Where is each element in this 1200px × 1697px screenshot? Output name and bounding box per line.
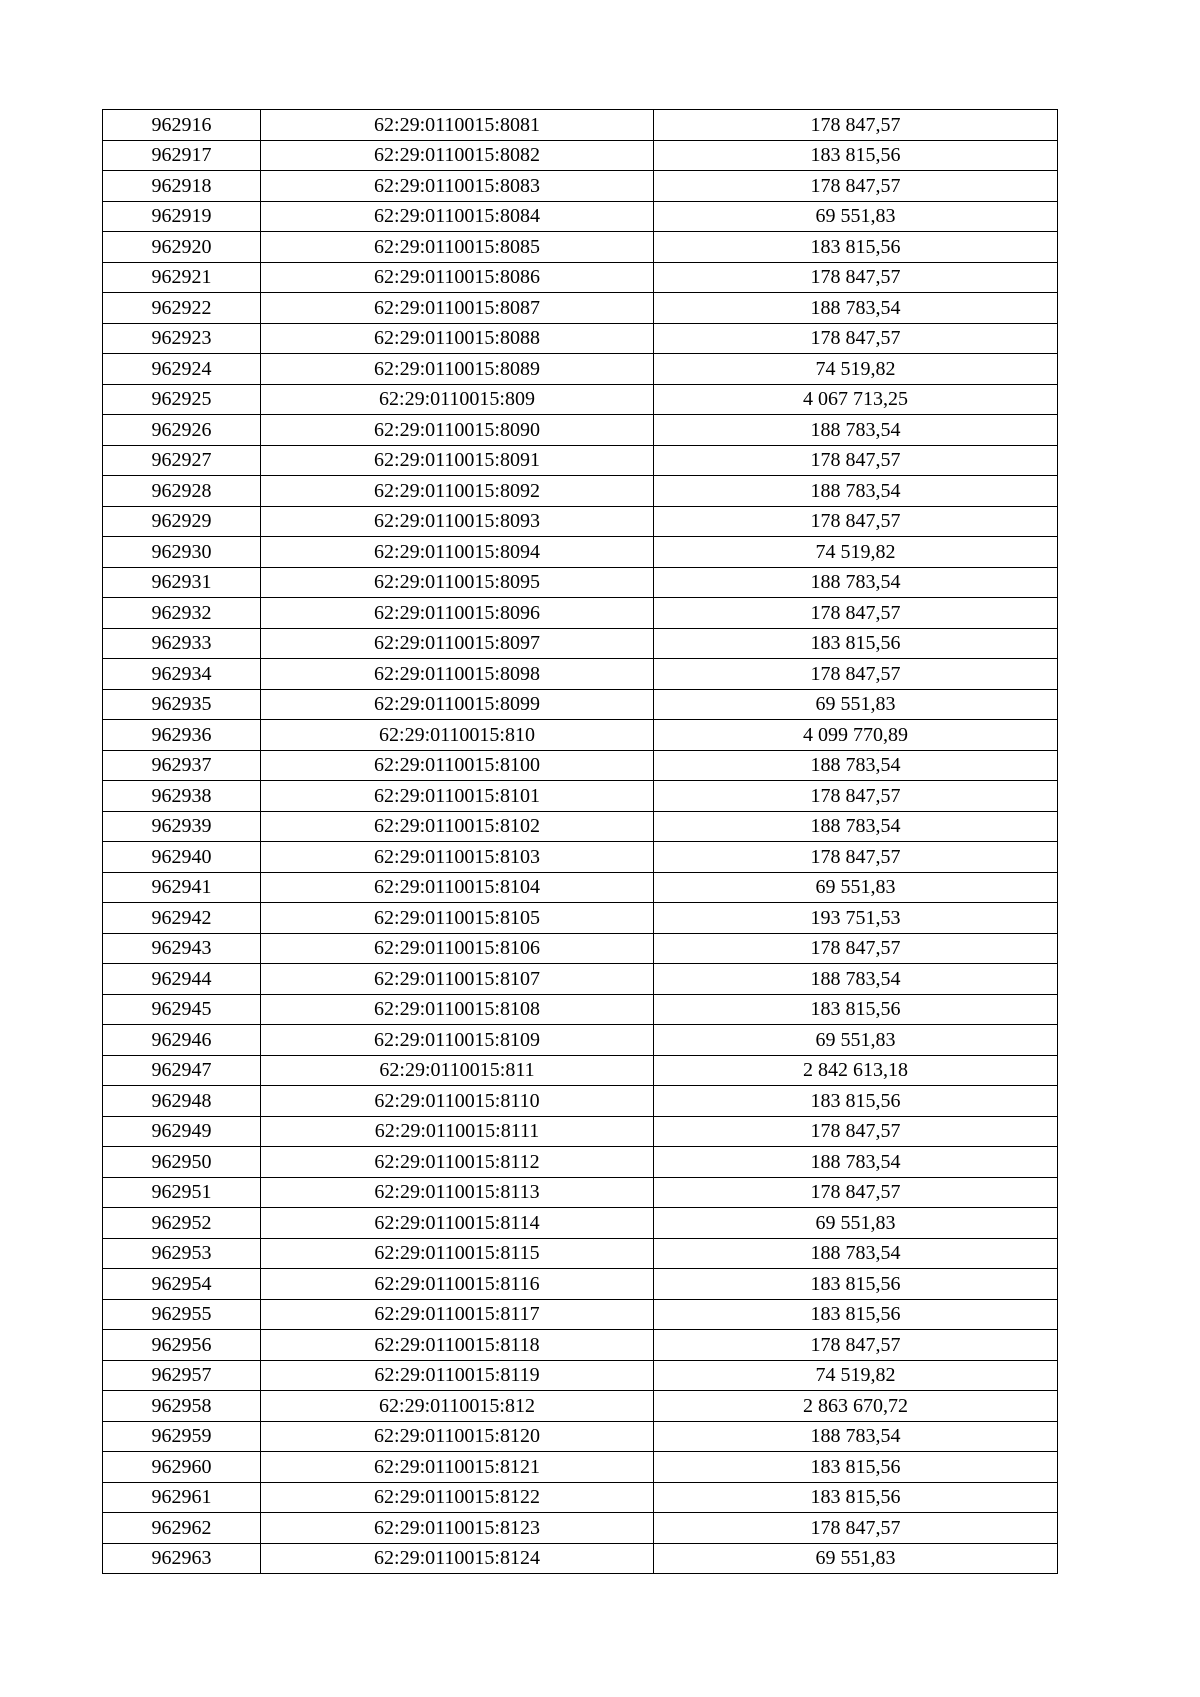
cadastral-value-cell: 178 847,57 <box>654 506 1058 537</box>
table-row <box>103 1360 1058 1391</box>
cadastral-value-cell: 183 815,56 <box>654 232 1058 263</box>
cadastral-number-cell: 62:29:0110015:8085 <box>261 232 654 263</box>
cadastral-number-cell: 62:29:0110015:8112 <box>261 1147 654 1178</box>
row-number-cell: 962929 <box>103 506 261 537</box>
cadastral-value-cell: 183 815,56 <box>654 628 1058 659</box>
cadastral-value-cell: 4 099 770,89 <box>654 720 1058 751</box>
cadastral-number-cell: 62:29:0110015:8114 <box>261 1208 654 1239</box>
row-number-cell: 962918 <box>103 171 261 202</box>
row-number-cell: 962938 <box>103 781 261 812</box>
cadastral-value-cell: 178 847,57 <box>654 262 1058 293</box>
row-number-cell: 962948 <box>103 1086 261 1117</box>
row-number-cell: 962959 <box>103 1421 261 1452</box>
cadastral-value-cell: 178 847,57 <box>654 1330 1058 1361</box>
cadastral-number-cell: 62:29:0110015:8116 <box>261 1269 654 1300</box>
cadastral-value-cell: 2 842 613,18 <box>654 1055 1058 1086</box>
cadastral-number-cell: 62:29:0110015:8124 <box>261 1543 654 1574</box>
table-row <box>103 1391 1058 1422</box>
cadastral-number-cell: 62:29:0110015:8094 <box>261 537 654 568</box>
table-row <box>103 903 1058 934</box>
cadastral-value-cell: 178 847,57 <box>654 598 1058 629</box>
cadastral-number-cell: 62:29:0110015:8098 <box>261 659 654 690</box>
row-number-cell: 962935 <box>103 689 261 720</box>
cadastral-value-cell: 2 863 670,72 <box>654 1391 1058 1422</box>
cadastral-value-cell: 178 847,57 <box>654 933 1058 964</box>
cadastral-value-cell: 69 551,83 <box>654 1208 1058 1239</box>
cadastral-number-cell: 62:29:0110015:8119 <box>261 1360 654 1391</box>
table-row <box>103 1543 1058 1574</box>
row-number-cell: 962952 <box>103 1208 261 1239</box>
cadastral-value-cell: 69 551,83 <box>654 872 1058 903</box>
cadastral-number-cell: 62:29:0110015:8097 <box>261 628 654 659</box>
row-number-cell: 962925 <box>103 384 261 415</box>
cadastral-value-cell: 183 815,56 <box>654 994 1058 1025</box>
cadastral-value-cell: 178 847,57 <box>654 110 1058 141</box>
table-row <box>103 384 1058 415</box>
cadastral-value-cell: 74 519,82 <box>654 1360 1058 1391</box>
table-row <box>103 872 1058 903</box>
cadastral-number-cell: 62:29:0110015:810 <box>261 720 654 751</box>
row-number-cell: 962943 <box>103 933 261 964</box>
row-number-cell: 962953 <box>103 1238 261 1269</box>
cadastral-number-cell: 62:29:0110015:8115 <box>261 1238 654 1269</box>
row-number-cell: 962920 <box>103 232 261 263</box>
row-number-cell: 962919 <box>103 201 261 232</box>
cadastral-value-cell: 74 519,82 <box>654 537 1058 568</box>
cadastral-number-cell: 62:29:0110015:8081 <box>261 110 654 141</box>
cadastral-value-cell: 188 783,54 <box>654 750 1058 781</box>
table-row <box>103 1086 1058 1117</box>
row-number-cell: 962930 <box>103 537 261 568</box>
table-row <box>103 781 1058 812</box>
row-number-cell: 962916 <box>103 110 261 141</box>
table-row <box>103 476 1058 507</box>
table-row <box>103 567 1058 598</box>
cadastral-number-cell: 62:29:0110015:811 <box>261 1055 654 1086</box>
cadastral-value-cell: 178 847,57 <box>654 842 1058 873</box>
cadastral-value-cell: 183 815,56 <box>654 1269 1058 1300</box>
cadastral-number-cell: 62:29:0110015:8084 <box>261 201 654 232</box>
cadastral-number-cell: 62:29:0110015:8108 <box>261 994 654 1025</box>
table-row <box>103 1269 1058 1300</box>
row-number-cell: 962934 <box>103 659 261 690</box>
cadastral-value-table <box>102 109 1058 1574</box>
cadastral-number-cell: 62:29:0110015:8104 <box>261 872 654 903</box>
cadastral-number-cell: 62:29:0110015:8120 <box>261 1421 654 1452</box>
cadastral-number-cell: 62:29:0110015:8082 <box>261 140 654 171</box>
table-row <box>103 506 1058 537</box>
cadastral-value-cell: 188 783,54 <box>654 1421 1058 1452</box>
cadastral-number-cell: 62:29:0110015:8109 <box>261 1025 654 1056</box>
cadastral-number-cell: 62:29:0110015:8117 <box>261 1299 654 1330</box>
table-row <box>103 811 1058 842</box>
row-number-cell: 962954 <box>103 1269 261 1300</box>
cadastral-value-cell: 183 815,56 <box>654 1452 1058 1483</box>
cadastral-value-cell: 188 783,54 <box>654 1238 1058 1269</box>
cadastral-value-cell: 4 067 713,25 <box>654 384 1058 415</box>
table-row <box>103 1421 1058 1452</box>
table-row <box>103 293 1058 324</box>
cadastral-number-cell: 62:29:0110015:8089 <box>261 354 654 385</box>
row-number-cell: 962957 <box>103 1360 261 1391</box>
cadastral-number-cell: 62:29:0110015:8103 <box>261 842 654 873</box>
cadastral-value-cell: 183 815,56 <box>654 1482 1058 1513</box>
cadastral-number-cell: 62:29:0110015:8086 <box>261 262 654 293</box>
cadastral-number-cell: 62:29:0110015:8105 <box>261 903 654 934</box>
row-number-cell: 962955 <box>103 1299 261 1330</box>
cadastral-number-cell: 62:29:0110015:8123 <box>261 1513 654 1544</box>
cadastral-number-cell: 62:29:0110015:8087 <box>261 293 654 324</box>
cadastral-number-cell: 62:29:0110015:8096 <box>261 598 654 629</box>
cadastral-value-cell: 178 847,57 <box>654 1513 1058 1544</box>
table-body <box>103 110 1058 1574</box>
cadastral-number-cell: 62:29:0110015:8102 <box>261 811 654 842</box>
cadastral-number-cell: 62:29:0110015:8106 <box>261 933 654 964</box>
row-number-cell: 962941 <box>103 872 261 903</box>
table-row <box>103 964 1058 995</box>
cadastral-number-cell: 62:29:0110015:8095 <box>261 567 654 598</box>
table-row <box>103 262 1058 293</box>
cadastral-number-cell: 62:29:0110015:8088 <box>261 323 654 354</box>
cadastral-value-cell: 178 847,57 <box>654 1116 1058 1147</box>
cadastral-number-cell: 62:29:0110015:8122 <box>261 1482 654 1513</box>
table-row <box>103 842 1058 873</box>
cadastral-value-cell: 188 783,54 <box>654 1147 1058 1178</box>
row-number-cell: 962933 <box>103 628 261 659</box>
table-row <box>103 354 1058 385</box>
cadastral-value-cell: 74 519,82 <box>654 354 1058 385</box>
row-number-cell: 962927 <box>103 445 261 476</box>
cadastral-value-cell: 188 783,54 <box>654 964 1058 995</box>
table-row <box>103 110 1058 141</box>
cadastral-number-cell: 62:29:0110015:8090 <box>261 415 654 446</box>
cadastral-value-cell: 178 847,57 <box>654 1177 1058 1208</box>
cadastral-number-cell: 62:29:0110015:8100 <box>261 750 654 781</box>
row-number-cell: 962939 <box>103 811 261 842</box>
cadastral-value-cell: 188 783,54 <box>654 567 1058 598</box>
row-number-cell: 962917 <box>103 140 261 171</box>
table-row <box>103 171 1058 202</box>
row-number-cell: 962937 <box>103 750 261 781</box>
cadastral-number-cell: 62:29:0110015:8111 <box>261 1116 654 1147</box>
row-number-cell: 962944 <box>103 964 261 995</box>
table-row <box>103 994 1058 1025</box>
cadastral-number-cell: 62:29:0110015:809 <box>261 384 654 415</box>
table-row <box>103 659 1058 690</box>
row-number-cell: 962956 <box>103 1330 261 1361</box>
cadastral-value-cell: 69 551,83 <box>654 1025 1058 1056</box>
cadastral-value-cell: 183 815,56 <box>654 140 1058 171</box>
cadastral-value-cell: 193 751,53 <box>654 903 1058 934</box>
cadastral-value-cell: 69 551,83 <box>654 689 1058 720</box>
row-number-cell: 962960 <box>103 1452 261 1483</box>
table-row <box>103 598 1058 629</box>
table-row <box>103 415 1058 446</box>
cadastral-number-cell: 62:29:0110015:812 <box>261 1391 654 1422</box>
row-number-cell: 962962 <box>103 1513 261 1544</box>
row-number-cell: 962950 <box>103 1147 261 1178</box>
table-row <box>103 1299 1058 1330</box>
row-number-cell: 962931 <box>103 567 261 598</box>
table-row <box>103 750 1058 781</box>
cadastral-value-cell: 188 783,54 <box>654 476 1058 507</box>
row-number-cell: 962945 <box>103 994 261 1025</box>
table-row <box>103 232 1058 263</box>
row-number-cell: 962932 <box>103 598 261 629</box>
row-number-cell: 962924 <box>103 354 261 385</box>
row-number-cell: 962921 <box>103 262 261 293</box>
table-row <box>103 689 1058 720</box>
row-number-cell: 962940 <box>103 842 261 873</box>
cadastral-value-cell: 178 847,57 <box>654 659 1058 690</box>
table-row <box>103 537 1058 568</box>
cadastral-value-cell: 183 815,56 <box>654 1299 1058 1330</box>
table-row <box>103 1177 1058 1208</box>
cadastral-value-cell: 183 815,56 <box>654 1086 1058 1117</box>
row-number-cell: 962923 <box>103 323 261 354</box>
table-row <box>103 1238 1058 1269</box>
cadastral-number-cell: 62:29:0110015:8121 <box>261 1452 654 1483</box>
cadastral-value-cell: 178 847,57 <box>654 171 1058 202</box>
table-row <box>103 1116 1058 1147</box>
table-row <box>103 201 1058 232</box>
row-number-cell: 962951 <box>103 1177 261 1208</box>
cadastral-value-cell: 178 847,57 <box>654 781 1058 812</box>
cadastral-value-cell: 69 551,83 <box>654 201 1058 232</box>
cadastral-number-cell: 62:29:0110015:8099 <box>261 689 654 720</box>
row-number-cell: 962928 <box>103 476 261 507</box>
row-number-cell: 962963 <box>103 1543 261 1574</box>
row-number-cell: 962961 <box>103 1482 261 1513</box>
cadastral-number-cell: 62:29:0110015:8092 <box>261 476 654 507</box>
table-row <box>103 1452 1058 1483</box>
table-row <box>103 1025 1058 1056</box>
cadastral-value-cell: 188 783,54 <box>654 811 1058 842</box>
cadastral-value-cell: 178 847,57 <box>654 323 1058 354</box>
row-number-cell: 962922 <box>103 293 261 324</box>
cadastral-value-cell: 188 783,54 <box>654 415 1058 446</box>
row-number-cell: 962936 <box>103 720 261 751</box>
table-row <box>103 1330 1058 1361</box>
table-row <box>103 1482 1058 1513</box>
cadastral-number-cell: 62:29:0110015:8083 <box>261 171 654 202</box>
table-row <box>103 933 1058 964</box>
table-row <box>103 1055 1058 1086</box>
row-number-cell: 962942 <box>103 903 261 934</box>
row-number-cell: 962947 <box>103 1055 261 1086</box>
cadastral-number-cell: 62:29:0110015:8107 <box>261 964 654 995</box>
row-number-cell: 962958 <box>103 1391 261 1422</box>
row-number-cell: 962946 <box>103 1025 261 1056</box>
cadastral-value-cell: 188 783,54 <box>654 293 1058 324</box>
cadastral-number-cell: 62:29:0110015:8093 <box>261 506 654 537</box>
table-row <box>103 323 1058 354</box>
cadastral-number-cell: 62:29:0110015:8118 <box>261 1330 654 1361</box>
table-row <box>103 1208 1058 1239</box>
cadastral-number-cell: 62:29:0110015:8091 <box>261 445 654 476</box>
table-row <box>103 445 1058 476</box>
table-row <box>103 1513 1058 1544</box>
cadastral-value-cell: 69 551,83 <box>654 1543 1058 1574</box>
cadastral-number-cell: 62:29:0110015:8110 <box>261 1086 654 1117</box>
table-row <box>103 1147 1058 1178</box>
table-row <box>103 720 1058 751</box>
cadastral-number-cell: 62:29:0110015:8101 <box>261 781 654 812</box>
cadastral-value-cell: 178 847,57 <box>654 445 1058 476</box>
table-row <box>103 140 1058 171</box>
cadastral-number-cell: 62:29:0110015:8113 <box>261 1177 654 1208</box>
row-number-cell: 962949 <box>103 1116 261 1147</box>
table-row <box>103 628 1058 659</box>
row-number-cell: 962926 <box>103 415 261 446</box>
